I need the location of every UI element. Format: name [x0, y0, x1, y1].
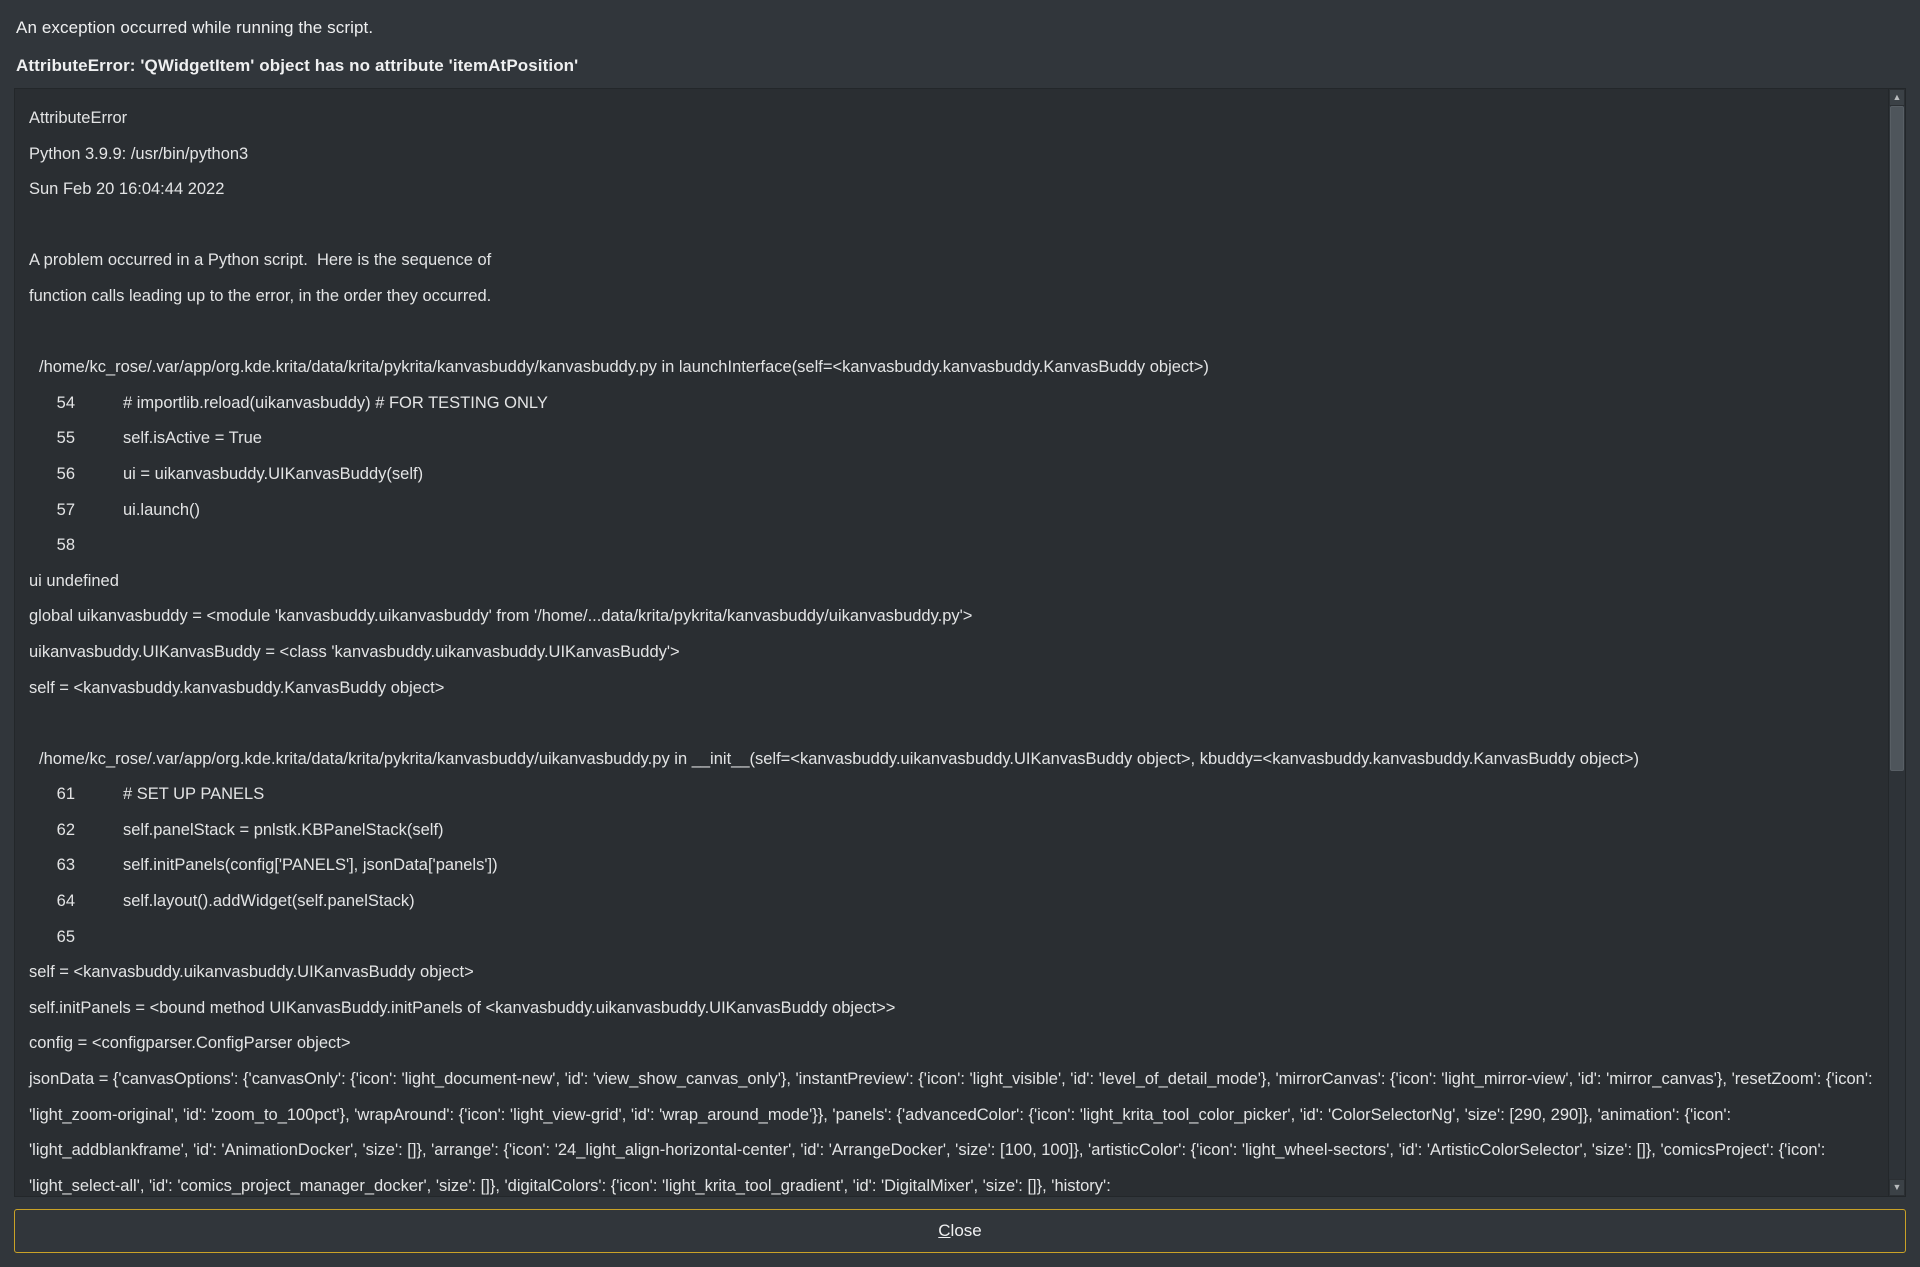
code-line-number: 61 [56, 785, 75, 804]
traceback-scrollbar[interactable] [1888, 89, 1905, 1196]
code-line-source: ui.launch() [123, 500, 201, 519]
traceback-code-line [29, 920, 1874, 956]
traceback-blank-line [29, 208, 1874, 244]
code-line-source: self.layout().addWidget(self.panelStack) [123, 892, 415, 911]
close-button-mnemonic: C [938, 1221, 951, 1240]
code-line-number: 57 [56, 500, 75, 519]
traceback-line: jsonData = {'canvasOptions': {'canvasOnly': {'icon': 'light_document-new', 'id': 'view_show_canvas_only'}, 'instantPreview': {'icon': 'light_visible', 'id': 'level_of_detail_mode'}, 'mirrorCanvas': {'icon': 'light_mirror-view', 'id': 'mirror_canvas'}, 'resetZoom': {'icon': 'light_zoom-original', 'id': 'zoom_to_100pct'}, 'wrapAround': {'icon': 'light_view-grid', 'id': 'wrap_around_mode'}}, 'panels': {'advancedColor': {'icon': 'light_krita_tool_color_picker', 'id': 'ColorSelectorNg', 'size': [290, 290]}, 'animation': {'icon': 'light_addblankframe', 'id': 'AnimationDocker', 'size': []}, 'arrange': {'icon': '24_light_align-horizontal-center', 'id': 'ArrangeDocker', 'size': [100, 100]}, 'artisticColor': {'icon': 'light_wheel-sectors', 'id': 'ArtisticColorSelector', 'size': []}, 'comicsProject': {'icon': 'light_select-all', 'id': 'comics_project_manager_docker', 'size': []}, 'digitalColors': {'icon': 'light_krita_tool_gradient', 'id': 'DigitalMixer', 'size': []}, 'history': [29, 1070, 1878, 1195]
traceback-line: uikanvasbuddy.UIKanvasBuddy = <class 'kanvasbuddy.uikanvasbuddy.UIKanvasBuddy'> [29, 642, 680, 661]
code-line-source [89, 920, 1874, 956]
code-line-source [89, 528, 1874, 564]
scrollbar-thumb[interactable] [1890, 106, 1904, 771]
traceback-frame-header: /home/kc_rose/.var/app/org.kde.krita/data/krita/pykrita/kanvasbuddy/kanvasbuddy.py in launchInterface(self=<kanvasbuddy.kanvasbuddy.KanvasBuddy object>) [39, 358, 1209, 377]
traceback-frame-header: /home/kc_rose/.var/app/org.kde.krita/data/krita/pykrita/kanvasbuddy/uikanvasbuddy.py in __init__(self=<kanvasbuddy.uikanvasbuddy.UIKanvasBuddy object>, kbuddy=<kanvasbuddy.kanvasbuddy.KanvasBuddy object>) [39, 749, 1639, 768]
traceback-line: function calls leading up to the error, in the order they occurred. [29, 286, 492, 305]
traceback-code-line [29, 386, 1874, 422]
traceback-text[interactable] [15, 89, 1888, 1196]
code-line-source: # importlib.reload(uikanvasbuddy) # FOR TESTING ONLY [123, 393, 548, 412]
traceback-code-line [29, 457, 1874, 493]
traceback-line: self.initPanels = <bound method UIKanvasBuddy.initPanels of <kanvasbuddy.uikanvasbuddy.UIKanvasBuddy object>> [29, 998, 896, 1017]
traceback-line: global uikanvasbuddy = <module 'kanvasbuddy.uikanvasbuddy' from '/home/...data/krita/pykrita/kanvasbuddy/uikanvasbuddy.py'> [29, 607, 973, 626]
code-line-number: 58 [56, 536, 75, 555]
code-line-source: ui = uikanvasbuddy.UIKanvasBuddy(self) [123, 464, 424, 483]
code-line-source: self.initPanels(config['PANELS'], jsonData['panels']) [123, 856, 498, 875]
close-button[interactable] [14, 1209, 1906, 1253]
code-line-number: 63 [56, 856, 75, 875]
code-line-source: # SET UP PANELS [123, 785, 265, 804]
traceback-blank-line [29, 706, 1874, 742]
traceback-code-line [29, 493, 1874, 529]
scrollbar-track[interactable] [1889, 106, 1905, 1179]
close-button-label: lose [950, 1221, 982, 1240]
code-line-source: self.panelStack = pnlstk.KBPanelStack(self) [123, 820, 444, 839]
traceback-code-line [29, 777, 1874, 813]
code-line-number: 54 [56, 393, 75, 412]
code-line-number: 55 [56, 429, 75, 448]
traceback-panel [14, 88, 1906, 1197]
traceback-blank-line [29, 315, 1874, 351]
traceback-line: ui undefined [29, 571, 119, 590]
exception-intro-text: An exception occurred while running the script. [16, 18, 374, 37]
traceback-code-line [29, 421, 1874, 457]
traceback-line: Sun Feb 20 16:04:44 2022 [29, 180, 225, 199]
dialog-footer [14, 1197, 1906, 1253]
traceback-line: self = <kanvasbuddy.uikanvasbuddy.UIKanvasBuddy object> [29, 963, 474, 982]
scroll-up-icon[interactable]: ▲ [1889, 89, 1905, 106]
code-line-source: self.isActive = True [123, 429, 262, 448]
traceback-code-line [29, 813, 1874, 849]
exception-headline: AttributeError: 'QWidgetItem' object has no attribute 'itemAtPosition' [16, 56, 579, 75]
traceback-code-line [29, 848, 1874, 884]
code-line-number: 65 [56, 927, 75, 946]
traceback-code-line [29, 528, 1874, 564]
code-line-number: 56 [56, 464, 75, 483]
scroll-down-icon[interactable]: ▼ [1889, 1179, 1905, 1196]
traceback-line: AttributeError [29, 109, 128, 127]
traceback-code-line [29, 884, 1874, 920]
traceback-line: A problem occurred in a Python script. Here is the sequence of [29, 251, 492, 270]
traceback-line: Python 3.9.9: /usr/bin/python3 [29, 144, 249, 163]
traceback-line: config = <configparser.ConfigParser object> [29, 1034, 351, 1053]
traceback-line: self = <kanvasbuddy.kanvasbuddy.KanvasBuddy object> [29, 678, 445, 697]
code-line-number: 64 [56, 892, 75, 911]
code-line-number: 62 [56, 820, 75, 839]
